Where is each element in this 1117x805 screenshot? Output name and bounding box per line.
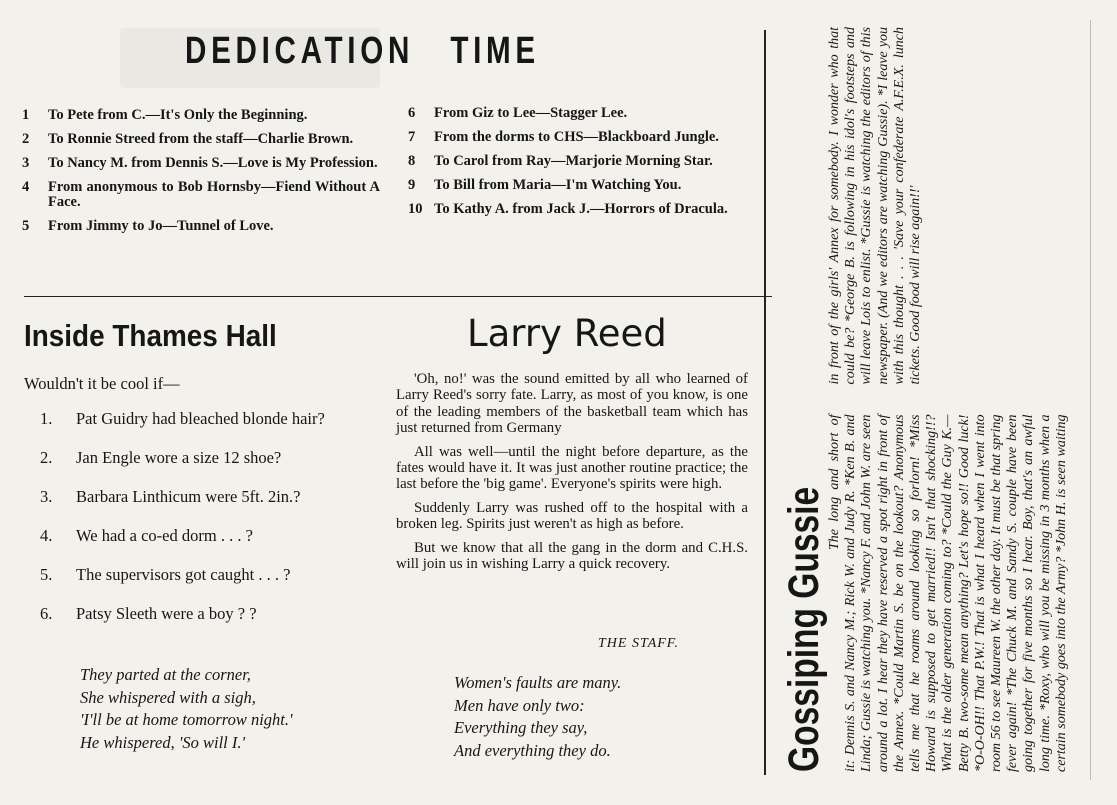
- article-paragraph: But we know that all the gang in the dorm and C.H.S. will join us in wishing Larry a quick recovery.: [396, 539, 748, 573]
- article-paragraph: Suddenly Larry was rushed off to the hospital with a broken leg. Spirits just weren't as high as before.: [396, 499, 748, 533]
- gossip-text: The long and short of it: Dennis S. and Nancy M.; Rick W. and Judy R. *Ken B. and Linda; Gussie is watching you. *Nancy F. and John W. are seen around a lot. I hear they have reserved a spot right in front of the Annex. *Could Martin S. be on the lookout? Anonymous tells me that he roams around looking so forlorn! *Miss Howard is supposed to get married!! Isn't that shocking!!? What is the older generation coming to? *Could the Guy K.—Betty B. two-some mean anything? Let's hope so!! Good luck! *O-O-OH!! That P.W.! That is what I heard when I went into room 56 to see Maureen W. the other day. It must be that spring fever again! *The Chuck M. and Sandy S. couple have been going together for five months so I hear. Boy, that's an awful long time. *Roxy, who will you be missing in 3 months when a certain somebody goes into the Army? *John H. is seen waiting in front of the girls' Annex for somebody. I wonder who that could be? *George B. is following in his idol's footsteps and will leave Lois to enlist. *Gussie is watching the editors of this newspaper. (And we editors are watching Gussie). *I leave you with this thought . . . 'Save your confederate A.F.E.X. lunch tickets. Good food will rise again!!': [827, 27, 1069, 772]
- column-divider: [764, 30, 766, 775]
- dedication-item: [22, 108, 380, 123]
- list-item: [40, 447, 400, 468]
- dedication-text: From anonymous to Bob Hornsby—Fiend Without A Face.: [48, 179, 380, 210]
- dedication-item: [408, 106, 753, 121]
- dedication-number: 5: [22, 218, 30, 234]
- dedication-text: To Bill from Maria—I'm Watching You.: [434, 177, 682, 193]
- list-item: [40, 564, 400, 585]
- dedication-item: [22, 156, 380, 171]
- article-paragraph: All was well—until the night before departure, as the fates would have it. It was just another routine practice; the last before the 'big game'. Everyone's spirits were high.: [396, 443, 748, 493]
- item-number: 6.: [40, 604, 53, 623]
- dedication-text: From Giz to Lee—Stagger Lee.: [434, 105, 628, 121]
- dedication-text: To Nancy M. from Dennis S.—Love is My Profession.: [48, 155, 378, 171]
- list-item: [40, 603, 400, 624]
- poem-line: 'I'll be at home tomorrow night.': [80, 710, 293, 729]
- poem-line: She whispered with a sigh,: [80, 687, 256, 707]
- dedication-text: From Jimmy to Jo—Tunnel of Love.: [48, 218, 274, 234]
- item-text: The supervisors got caught . . . ?: [76, 565, 291, 584]
- poem-line: And everything they do.: [454, 740, 611, 760]
- dedication-list-left: [22, 108, 380, 243]
- poem-line: Everything they say,: [454, 718, 588, 737]
- dedication-text: From the dorms to CHS—Blackboard Jungle.: [434, 129, 719, 145]
- dedication-text: To Carol from Ray—Marjorie Morning Star.: [434, 153, 713, 169]
- poem-line: Women's faults are many.: [454, 673, 622, 692]
- dedication-number: 3: [22, 155, 30, 171]
- item-number: 4.: [40, 526, 53, 545]
- list-item: [40, 408, 400, 429]
- larry-article: [396, 371, 748, 579]
- section-divider: [24, 296, 772, 297]
- poem-line: Men have only two:: [454, 695, 585, 715]
- poem-left: [80, 664, 293, 754]
- poem-line: They parted at the corner,: [80, 665, 251, 684]
- dedication-number: 1: [22, 107, 30, 123]
- item-text: Patsy Sleeth were a boy ? ?: [76, 604, 257, 623]
- item-number: 1.: [40, 409, 53, 428]
- larry-heading: Larry Reed: [467, 312, 667, 355]
- dedication-item: [408, 154, 753, 169]
- gossip-text-block: [827, 27, 1085, 772]
- dedication-title: DEDICATION TIME: [185, 30, 540, 72]
- dedication-item: [22, 219, 380, 234]
- article-paragraph: 'Oh, no!' was the sound emitted by all who learned of Larry Reed's sorry fate. Larry, as most of you know, is one of the leading members of the basketball team which has just returned from Germany: [396, 371, 748, 437]
- dedication-number: 6: [408, 105, 416, 121]
- item-number: 2.: [40, 448, 53, 467]
- dedication-number: 10: [408, 201, 423, 217]
- dedication-list-right: [408, 106, 753, 226]
- gossip-heading: Gossiping Gussie: [780, 486, 828, 772]
- dedication-item: [408, 178, 753, 193]
- dedication-item: [408, 202, 753, 217]
- item-text: Jan Engle wore a size 12 shoe?: [76, 448, 282, 467]
- thames-intro: Wouldn't it be cool if—: [24, 374, 180, 393]
- dedication-number: 7: [408, 129, 416, 145]
- dedication-text: To Pete from C.—It's Only the Beginning.: [48, 107, 308, 123]
- dedication-number: 2: [22, 131, 30, 147]
- poem-line: He whispered, 'So will I.': [80, 732, 246, 752]
- poem-right: [454, 672, 621, 762]
- page-edge-line: [1090, 20, 1091, 780]
- article-signature: THE STAFF.: [598, 636, 680, 651]
- item-text: Pat Guidry had bleached blonde hair?: [76, 409, 325, 428]
- dedication-number: 9: [408, 177, 416, 193]
- thames-list: [40, 408, 400, 642]
- dedication-item: [22, 132, 380, 147]
- item-text: We had a co-ed dorm . . . ?: [76, 526, 253, 545]
- item-number: 5.: [40, 565, 53, 584]
- dedication-number: 8: [408, 153, 416, 169]
- gossip-column: [780, 27, 1080, 772]
- dedication-item: [408, 130, 753, 145]
- list-item: [40, 486, 400, 507]
- thames-heading: Inside Thames Hall: [24, 318, 277, 353]
- dedication-text: To Kathy A. from Jack J.—Horrors of Dracula.: [434, 201, 728, 217]
- dedication-text: To Ronnie Streed from the staff—Charlie Brown.: [48, 131, 354, 147]
- dedication-item: [22, 180, 380, 210]
- dedication-number: 4: [22, 179, 30, 195]
- list-item: [40, 525, 400, 546]
- item-text: Barbara Linthicum were 5ft. 2in.?: [76, 487, 301, 506]
- item-number: 3.: [40, 487, 53, 506]
